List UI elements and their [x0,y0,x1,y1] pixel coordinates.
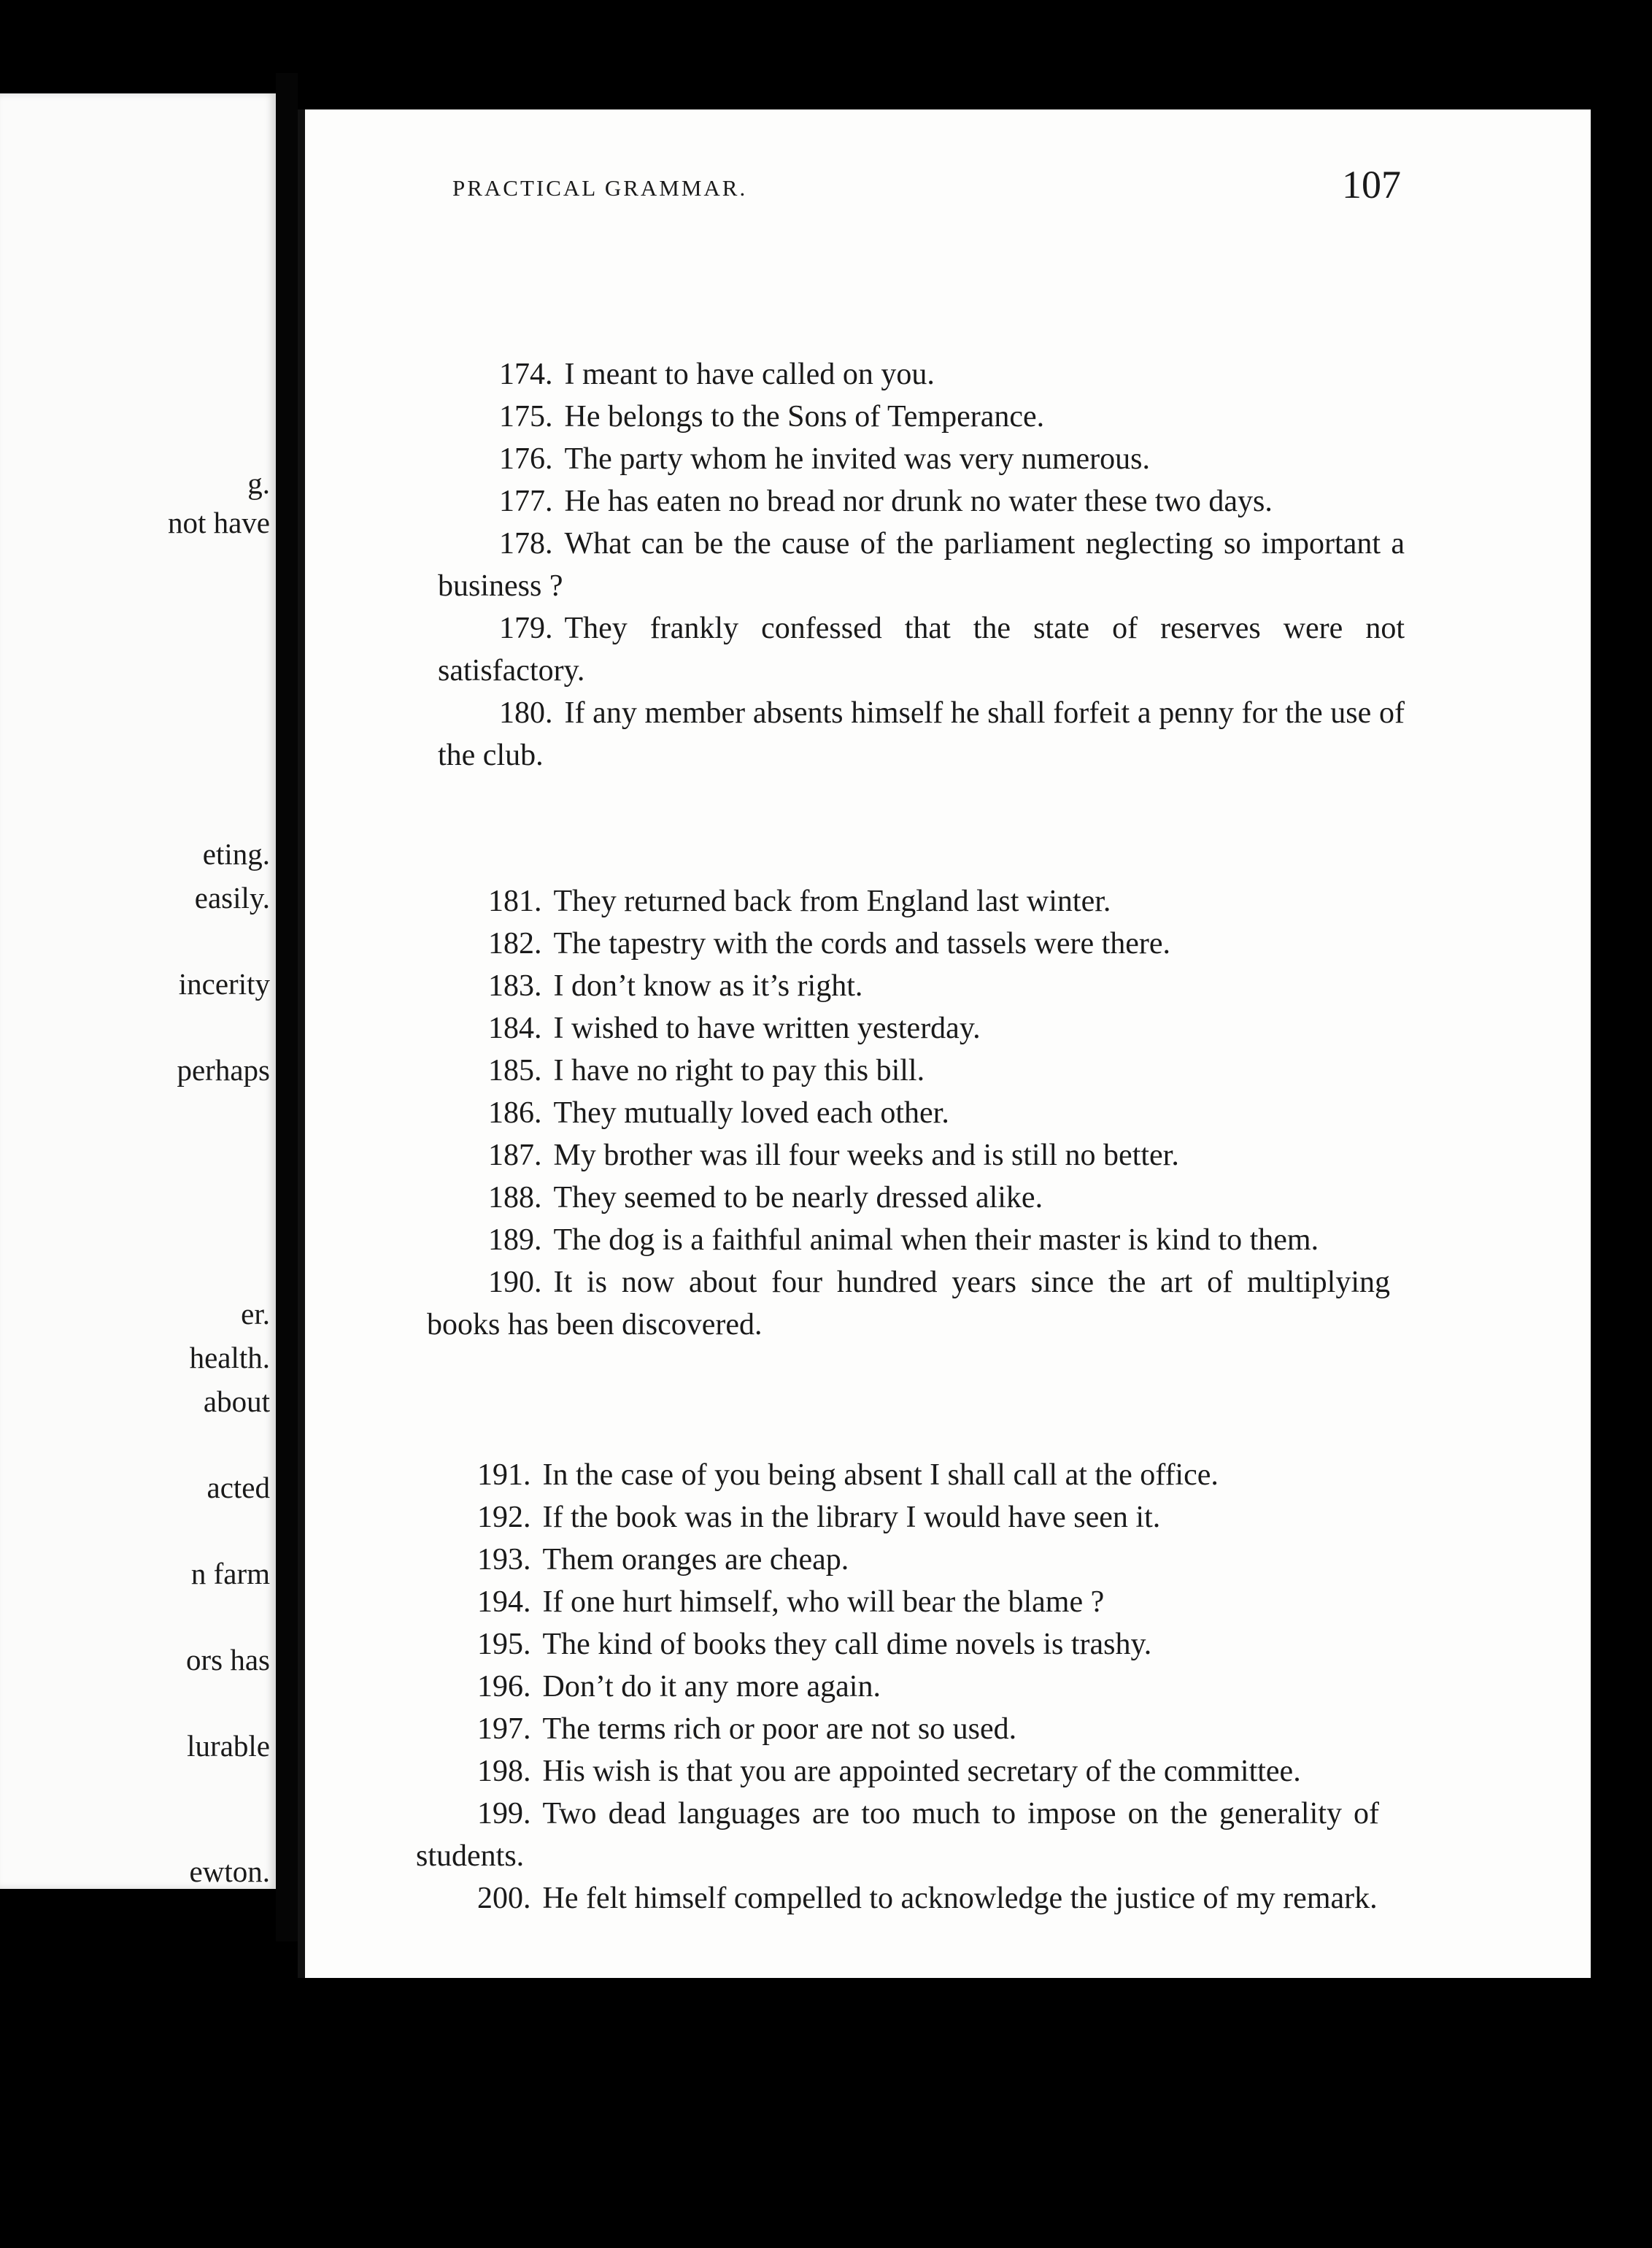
exercise-text: Two dead languages are too much to impose on the generality of students. [416,1797,1379,1873]
left-page-fragment: acted [206,1471,270,1504]
exercise-entry [438,692,1405,777]
exercise-entry [427,1007,1390,1050]
exercise-entry [427,1050,1390,1092]
exercise-entry [427,965,1390,1007]
exercise-number: 186. [488,1096,542,1130]
exercise-number: 190. [488,1266,542,1299]
page-number: 107 [1342,163,1401,207]
left-page-fragment: ors has [185,1643,270,1677]
exercise-entry [416,1877,1379,1920]
exercise-entry [416,1496,1379,1539]
exercise-entry [427,880,1390,923]
exercise-entry [416,1623,1379,1666]
exercise-text: If one hurt himself, who will bear the blame ? [542,1585,1105,1619]
left-page-fragment: n farm [190,1557,270,1590]
exercise-text: The party whom he invited was very numerous. [564,442,1150,476]
exercise-number: 195. [477,1628,531,1661]
exercise-number: 177. [499,485,553,518]
exercise-number: 193. [477,1543,531,1577]
exercise-text: I have no right to pay this bill. [553,1054,925,1088]
exercise-number: 196. [477,1670,531,1704]
exercise-entry [416,1539,1379,1581]
page-header [452,163,1401,226]
exercise-entry [416,1708,1379,1750]
exercise-text: He belongs to the Sons of Temperance. [564,400,1045,434]
exercise-text: The tapestry with the cords and tassels were there. [553,927,1171,961]
exercise-entry [438,480,1405,523]
exercise-number: 179. [499,612,553,645]
exercise-entry [438,523,1405,607]
exercise-text: My brother was ill four weeks and is still no better. [553,1139,1179,1172]
exercise-text: In the case of you being absent I shall call at the office. [542,1458,1219,1492]
exercise-entry [427,1134,1390,1177]
exercise-number: 182. [488,927,542,961]
exercise-number: 178. [499,527,553,561]
left-facing-page [0,93,276,1889]
left-page-fragment: eting. [202,837,270,871]
exercise-text: The terms rich or poor are not so used. [542,1712,1017,1746]
exercise-text: What can be the cause of the parliament neglecting so important a business ? [438,527,1405,603]
exercise-text: I wished to have written yesterday. [553,1012,981,1045]
exercise-entry [416,1666,1379,1708]
exercise-text: Them oranges are cheap. [542,1543,849,1577]
left-page-fragment: health. [189,1341,270,1374]
left-page-fragment: easily. [194,881,270,915]
exercise-text: If the book was in the library I would have seen it. [542,1501,1161,1534]
exercise-number: 176. [499,442,553,476]
exercise-text: They seemed to be nearly dressed alike. [553,1181,1043,1215]
running-head: PRACTICAL GRAMMAR. [452,175,748,201]
exercise-number: 192. [477,1501,531,1534]
left-page-fragment: lurable [187,1729,270,1763]
exercise-entry [427,1261,1390,1346]
exercise-entry [438,353,1405,396]
left-page-fragment: not have [167,506,270,539]
exercise-number: 199. [477,1797,531,1831]
exercise-text: I don’t know as it’s right. [553,969,863,1003]
exercise-number: 188. [488,1181,542,1215]
exercise-number: 183. [488,969,542,1003]
exercise-text: They frankly confessed that the state of reserves were not satisfactory. [438,612,1405,688]
book-gutter [276,73,298,1941]
exercise-entry [438,607,1405,692]
exercise-entry [416,1750,1379,1793]
exercise-number: 181. [488,885,542,918]
exercise-number: 180. [499,696,553,730]
exercise-number: 198. [477,1755,531,1788]
exercise-number: 187. [488,1139,542,1172]
exercise-number: 194. [477,1585,531,1619]
exercise-entry [427,1092,1390,1134]
exercise-text: The dog is a faithful animal when their master is kind to them. [553,1223,1319,1257]
exercise-text: He felt himself compelled to acknowledge the justice of my remark. [542,1882,1378,1915]
exercise-number: 197. [477,1712,531,1746]
exercise-text: They mutually loved each other. [553,1096,949,1130]
exercise-text: If any member absents himself he shall forfeit a penny for the use of the club. [438,696,1405,772]
exercise-text: It is now about four hundred years since the art of multiplying books has been discovered. [427,1266,1390,1342]
exercise-group [416,1454,1379,1920]
exercise-entry [427,1177,1390,1219]
exercise-text: They returned back from England last winter. [553,885,1111,918]
exercise-number: 174. [499,358,553,391]
exercise-number: 185. [488,1054,542,1088]
left-page-fragment: er. [241,1297,270,1331]
exercise-number: 191. [477,1458,531,1492]
exercise-entry [438,438,1405,480]
exercise-entry [416,1793,1379,1877]
exercise-text: He has eaten no bread nor drunk no water these two days. [564,485,1273,518]
exercise-text: I meant to have called on you. [564,358,935,391]
exercise-group [438,353,1405,777]
left-page-fragment: g. [247,466,270,500]
exercise-number: 184. [488,1012,542,1045]
exercise-number: 175. [499,400,553,434]
exercise-text: The kind of books they call dime novels is trashy. [542,1628,1152,1661]
left-page-fragment: about [203,1385,270,1418]
left-page-fragment: perhaps [177,1053,270,1087]
exercise-group [427,880,1390,1346]
exercise-entry [427,1219,1390,1261]
exercise-text: His wish is that you are appointed secretary of the committee. [542,1755,1301,1788]
exercise-number: 189. [488,1223,542,1257]
left-page-fragment: ewton. [189,1855,270,1888]
left-page-fragment: incerity [178,967,270,1001]
exercise-entry [416,1454,1379,1496]
exercise-entry [416,1581,1379,1623]
exercise-number: 200. [477,1882,531,1915]
exercise-text: Don’t do it any more again. [542,1670,881,1704]
exercise-entry [427,923,1390,965]
exercise-entry [438,396,1405,438]
